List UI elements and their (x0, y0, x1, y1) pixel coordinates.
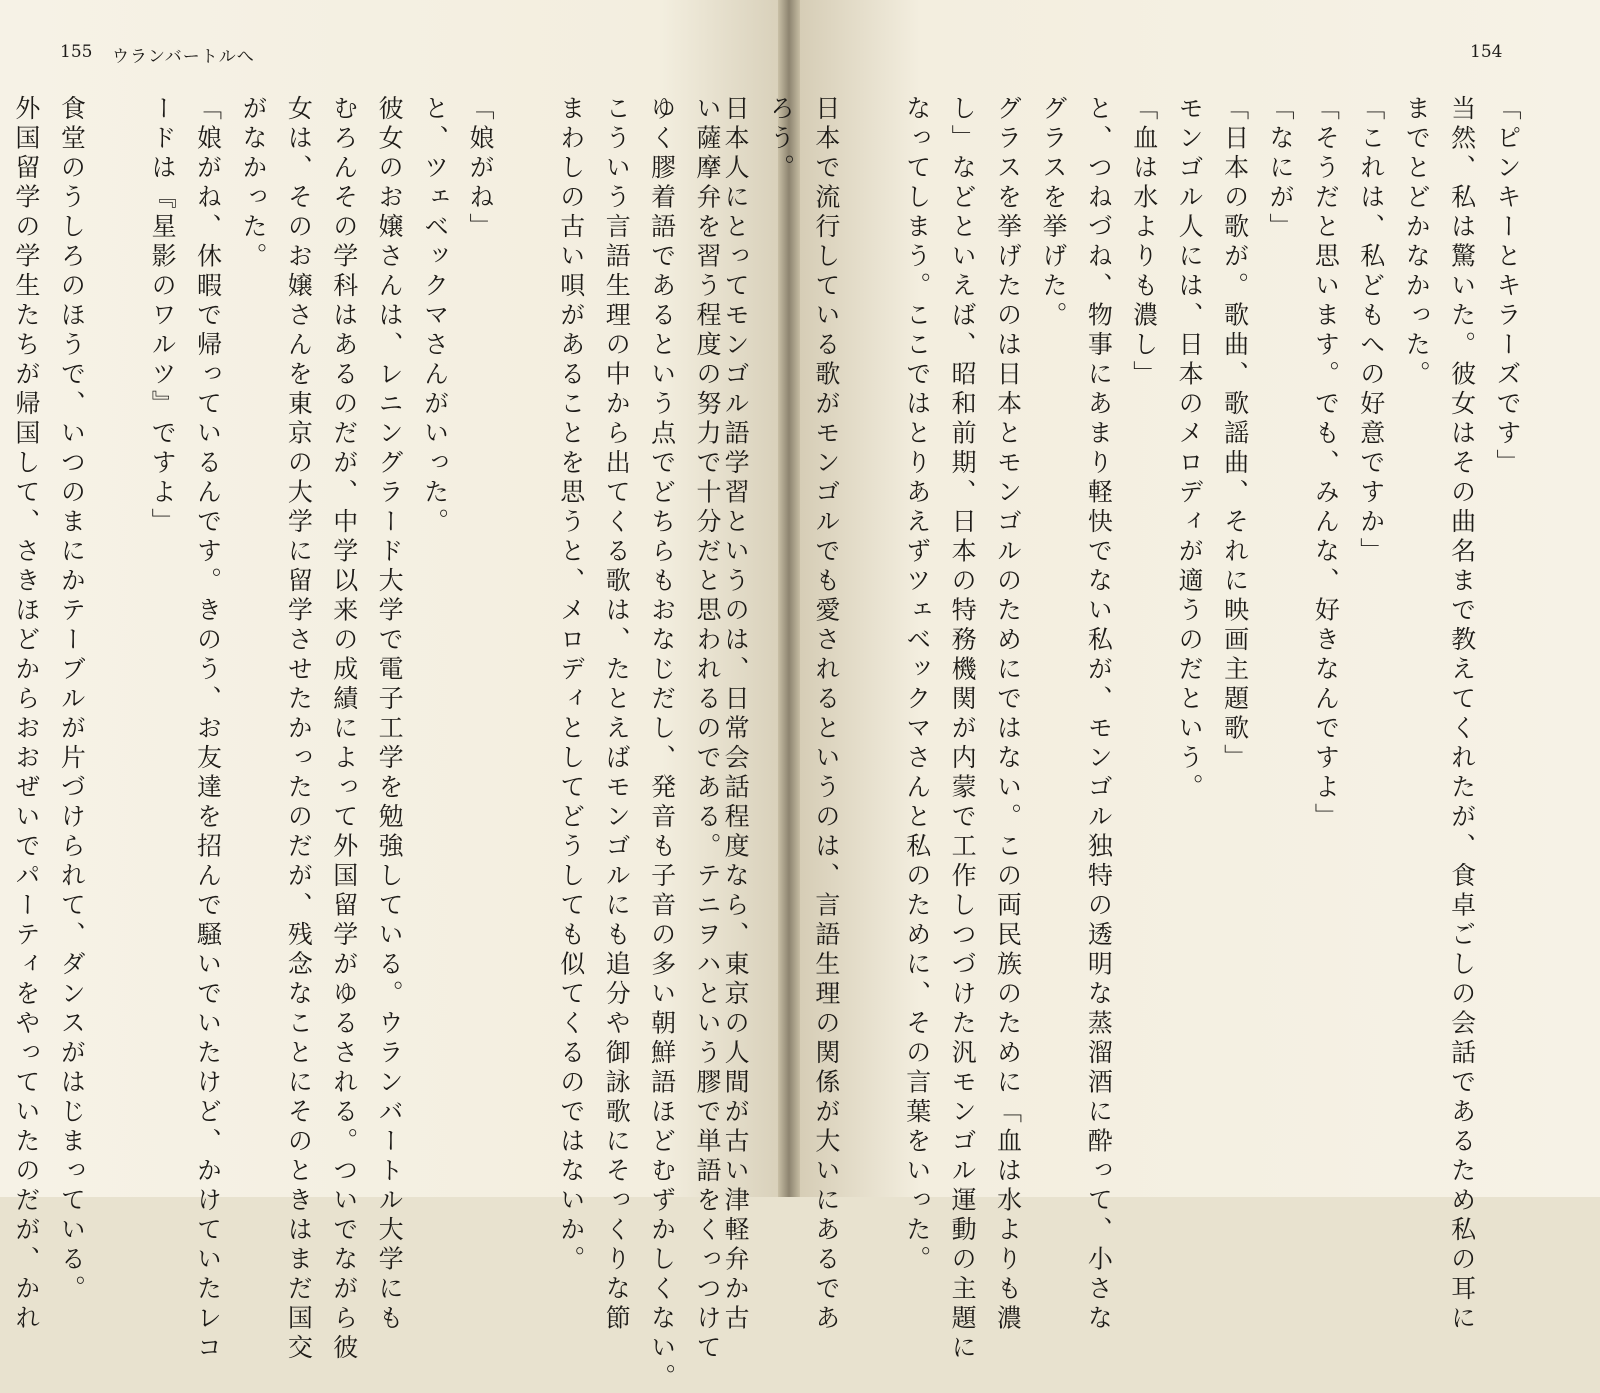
page-number: 155 (60, 42, 93, 62)
left-page (0, 0, 778, 1393)
text-line: 食堂のうしろのほうで、いつのまにかテーブルが片づけられて、ダンスがはじまっている。 (57, 95, 87, 1305)
text-line: 「娘がね」 (465, 95, 495, 243)
right-page-body (721, 95, 1530, 1364)
left-page-body (11, 95, 730, 1393)
text-line: 「なにが」 (1265, 95, 1295, 243)
blank-line (94, 95, 139, 1155)
text-line: までとどかなかった。 (1402, 95, 1432, 390)
page-number: 154 (1470, 42, 1503, 62)
text-line: 「ピンキーとキラーズです」 (1493, 95, 1522, 479)
text-line: 「これは、私どもへの好意ですか」 (1356, 95, 1386, 567)
text-line: 外国留学の学生たちが帰国して、さきほどからおおぜいでパーティをやっていたのだが、かれ (11, 95, 41, 1334)
text-line: モンゴル人には、日本のメロディが適うのだという。 (1175, 95, 1205, 803)
text-line: 「血は水よりも濃し」 (1129, 95, 1159, 390)
text-line (0, 95, 4, 1155)
text-line: 「そうだと思います。でも、みんな、好きなんですよ」 (1311, 95, 1341, 833)
text-line: と、つねづね、物事にあまり軽快でない私が、モンゴル独特の透明な蒸溜酒に酔って、小さな (1084, 95, 1114, 1334)
blank-line (849, 95, 894, 1155)
text-line: 女は、そのお嬢さんを東京の大学に留学させたかったのだが、残念なことにそのときはまだ国交 (284, 95, 314, 1364)
text-line: グラスを挙げた。 (1038, 95, 1068, 331)
blank-line (503, 95, 548, 1155)
text-line: むろんその学科はあるのだが、中学以来の成績によって外国留学がゆるされる。ついでながら彼 (329, 95, 359, 1364)
text-line: 日本人にとってモンゴル語学習というのは、日常会話程度なら、東京の人間が古い津軽弁か古 (721, 95, 751, 1334)
text-line: 「娘がね、休暇で帰っているんです。きのう、お友達を招んで騒いでいたけど、かけていたレコ (193, 95, 223, 1364)
text-line: ろう。 (766, 95, 796, 184)
running-head: ウランバートルへ (112, 47, 255, 67)
text-line: と、ツェベックマさんがいった。 (420, 95, 450, 538)
text-line: ゆく膠着語であるという点でどちらもおなじだし、発音も子音の多い朝鮮語ほどむずかしくない。 (647, 95, 677, 1393)
text-line: ードは『星影のワルツ』ですよ」 (148, 95, 178, 538)
text-line: こういう言語生理の中から出てくる歌は、たとえばモンゴルにも追分や御詠歌にそっくりな節 (602, 95, 632, 1334)
text-line: 日本で流行している歌がモンゴルでも愛されるというのは、言語生理の関係が大いにあるであ (811, 95, 841, 1334)
text-line: い薩摩弁を習う程度の努力で十分だと思われるのである。テニヲハという膠で単語をくっつけて (693, 95, 722, 1364)
text-line: 「日本の歌が。歌曲、歌謡曲、それに映画主題歌」 (1220, 95, 1250, 774)
right-page (721, 0, 1600, 1364)
text-line: し」などといえば、昭和前期、日本の特務機関が内蒙で工作しつづけた汎モンゴル運動の主題に (948, 95, 978, 1364)
text-line: グラスを挙げたのは日本とモンゴルのためにではない。この両民族のために「血は水よりも濃 (993, 95, 1023, 1334)
text-line: なってしまう。ここではとりあえずツェベックマさんと私のために、その言葉をいった。 (902, 95, 932, 1275)
text-line: 当然、私は驚いた。彼女はその曲名まで教えてくれたが、食卓ごしの会話であるため私の耳に (1447, 95, 1477, 1334)
text-line: がなかった。 (238, 95, 268, 272)
text-line: 彼女のお嬢さんは、レニングラード大学で電子工学を勉強している。ウランバートル大学にも (375, 95, 405, 1334)
text-line: まわしの古い唄があることを思うと、メロディとしてどうしても似てくるのではないか。 (556, 95, 586, 1275)
